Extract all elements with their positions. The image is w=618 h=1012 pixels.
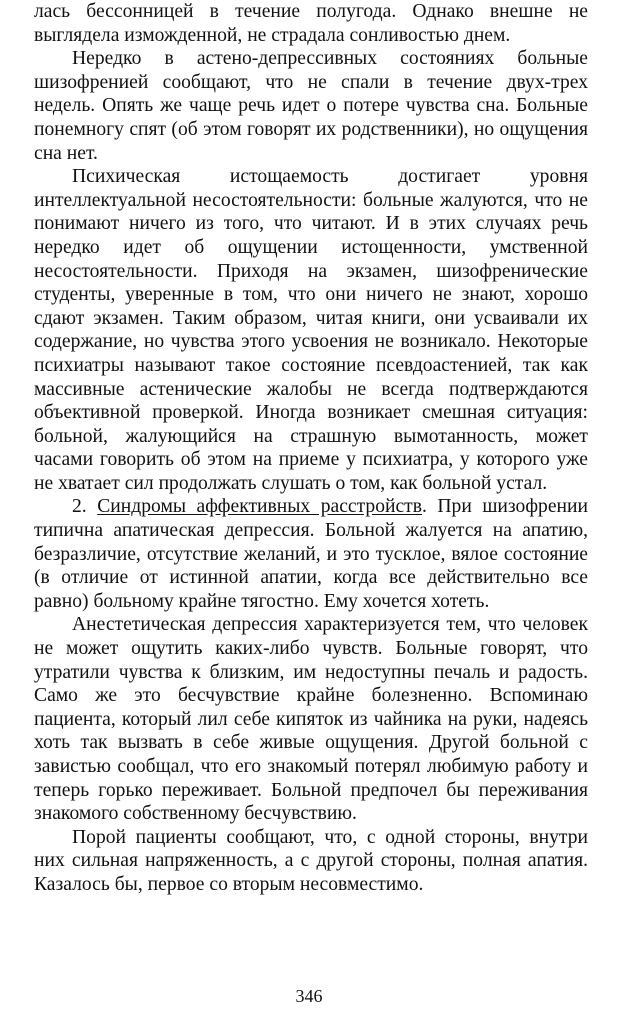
paragraph-affective-syndromes: [34, 495, 588, 613]
paragraph-mental-exhaustion: Психическая истощаемость достигает уровня интеллектуальной несостоятельности: больные жалуются, что не понимают ничего из того, что читают. И в этих случаях речь нередко идет об ощущении истощенности, умственной несостоятельности. Приходя на экзамен, шизофренические студенты, уверенные в том, что они ничего не знают, хорошо сдают экзамен. Таким образом, читая книги, они усваивали их содержание, но чувства этого усвоения не возникало. Некоторые психиатры называют такое состояние псевдоастенией, так как массивные астенические жалобы не всегда подтверждаются объективной проверкой. Иногда возникает смешная ситуация: больной, жалующийся на страшную вымотанность, может часами говорить об этом на приеме у психиатра, у которого уже не хватает сил продолжать слушать о том, как больной устал.: [34, 166, 588, 494]
paragraph-sleep-loss: Нередко в астено-депрессивных состояниях больные шизофренией сообщают, что не спали в течение двух-трех недель. Опять же чаще речь идет о потере чувства сна. Больные понемногу спят (об этом говорят их родственники), но ощущения сна нет.: [34, 48, 588, 164]
page-number: 346: [295, 986, 323, 1006]
section-number: 2.: [72, 496, 87, 518]
paragraph-continuation: лась бессонницей в течение полугода. Однако внешне не выглядела изможденной, не страдала сонливостью днем.: [34, 1, 588, 46]
paragraph-tension-apathy: Порой пациенты сообщают, что, с одной стороны, внутри них сильная напряженность, а с другой стороны, полная апатия. Казалось бы, первое со вторым несовместимо.: [34, 826, 588, 895]
section-heading: Синдромы аффективных расстройств: [97, 496, 422, 518]
paragraph-anesthetic-depression: Анестетическая депрессия характеризуется тем, что человек не может ощутить каких-либо чувств. Больные говорят, что утратили чувства к близким, им недоступны печаль и радость. Само же это бесчувствие крайне болезненно. Вспоминаю пациента, который лил себе кипяток из чайника на руки, надеясь хоть так вызвать в себе живые ощущения. Другой больной с завистью сообщал, что его знакомый потерял любимую работу и теперь горько переживает. Больной предпочел бы переживания знакомого собственному бесчувствию.: [34, 614, 588, 825]
section-body: . При шизофрении типична апатическая депрессия. Больной жалуется на апатию, безразличие, отсутствие желаний, и это тусклое, вялое состояние (в отличие от истинной апатии, когда все действительно все равно) больному крайне тягостно. Ему хочется хотеть.: [34, 496, 588, 612]
